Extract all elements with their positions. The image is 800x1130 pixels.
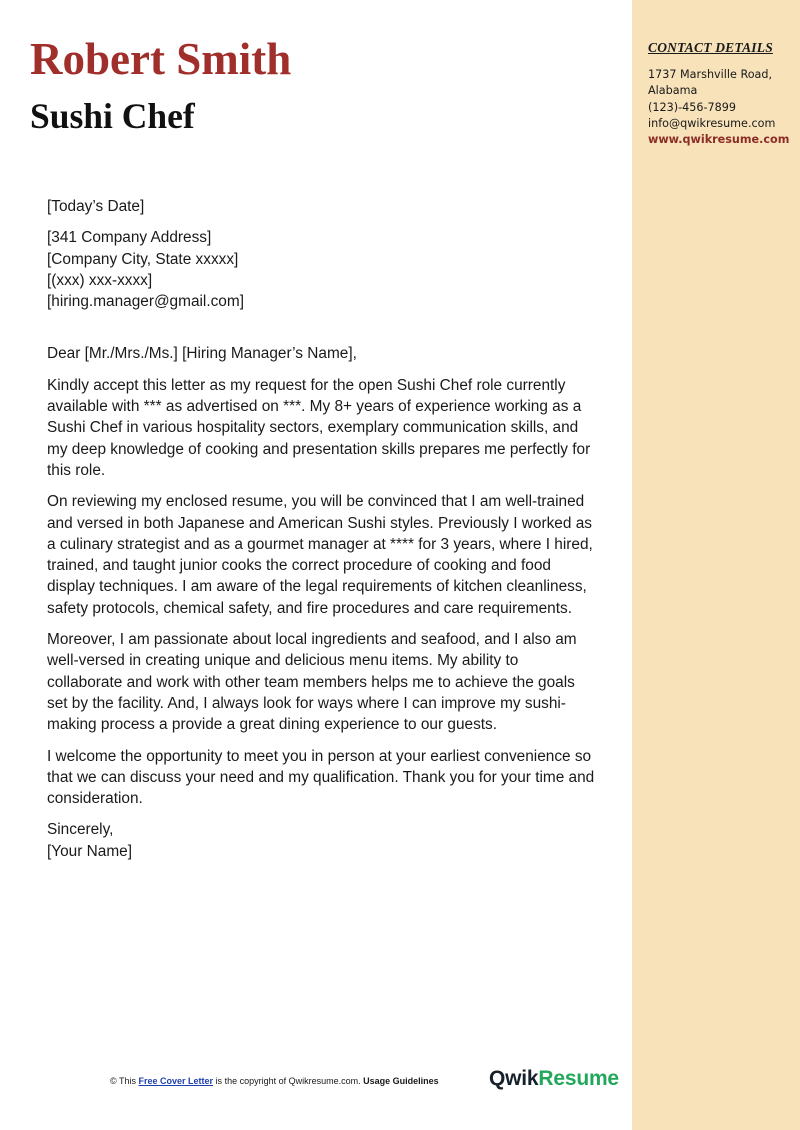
contact-address-line2: Alabama <box>648 84 698 98</box>
letter-paragraph: On reviewing my enclosed resume, you will be convinced that I am well-trained and versed in both Japanese and American Sushi styles. Previously I worked as a culinary strategist and as a gourmet manager at **** for 3 years, where I hired, trained, and taught junior cooks the correct procedure of cooking and food display techniques. I am aware of the legal requirements of kitchen cleanliness, safety protocols, chemical safety, and fire procedures and care requirements. <box>47 493 593 617</box>
footer-copyright-text: is the copyright of Qwikresume.com. <box>215 1076 361 1086</box>
letter-paragraph: Kindly accept this letter as my request for the open Sushi Chef role currently available with *** as advertised on ***. My 8+ years of experience working as a Sushi Chef in various hospitality sectors, exemplary communication skills, and my deep knowledge of cooking and presentation skills prepares me perfectly for this role. <box>47 376 591 479</box>
footer-text-this: This <box>118 1076 136 1086</box>
letter-date: [Today’s Date] <box>47 198 145 215</box>
contact-heading: CONTACT DETAILS <box>648 40 773 55</box>
copyright-icon: © <box>110 1076 117 1086</box>
letter-paragraph: Moreover, I am passionate about local ingredients and seafood, and I also am well-versed in creating unique and delicious menu items. My ability to collaborate and work with other team members helps me to achieve the goals set by the facility. And, I always look for ways where I can improve my sushi-making process a provide a great dining experience to our guests. <box>47 631 577 734</box>
salutation: Dear [Mr./Mrs./Ms.] [Hiring Manager’s Name], <box>47 345 357 363</box>
contact-email[interactable]: info@qwikresume.com <box>648 116 776 130</box>
job-title: Sushi Chef <box>30 96 195 136</box>
letter-paragraph: I welcome the opportunity to meet you in person at your earliest convenience so that we can discuss your need and my qualification. Thank you for your time and consideration. <box>47 747 595 808</box>
contact-details <box>648 40 798 148</box>
signature: [Your Name] <box>47 842 132 860</box>
recipient-city-state: [Company City, State xxxxx] <box>47 250 239 268</box>
recipient-address: [341 Company Address] <box>47 229 212 247</box>
letter-body <box>47 196 597 862</box>
logo-part-resume: Resume <box>538 1067 619 1090</box>
contact-phone: (123)-456-7899 <box>648 100 736 114</box>
applicant-name: Robert Smith <box>30 34 292 84</box>
recipient-phone: [(xxx) xxx-xxxx] <box>47 271 153 289</box>
recipient-email: [hiring.manager@gmail.com] <box>47 293 244 311</box>
closing: Sincerely, <box>47 821 114 839</box>
contact-sidebar <box>632 0 800 1130</box>
copyright-footer <box>110 1076 439 1086</box>
recipient-address-block <box>47 227 597 312</box>
contact-address-line1: 1737 Marshville Road, <box>648 68 773 81</box>
logo-part-qwik: Qwik <box>489 1067 539 1090</box>
free-cover-letter-link[interactable]: Free Cover Letter <box>138 1076 214 1086</box>
contact-website[interactable]: www.qwikresume.com <box>648 133 790 147</box>
qwikresume-logo[interactable] <box>489 1067 619 1091</box>
usage-guidelines-link[interactable]: Usage Guidelines <box>363 1076 439 1086</box>
